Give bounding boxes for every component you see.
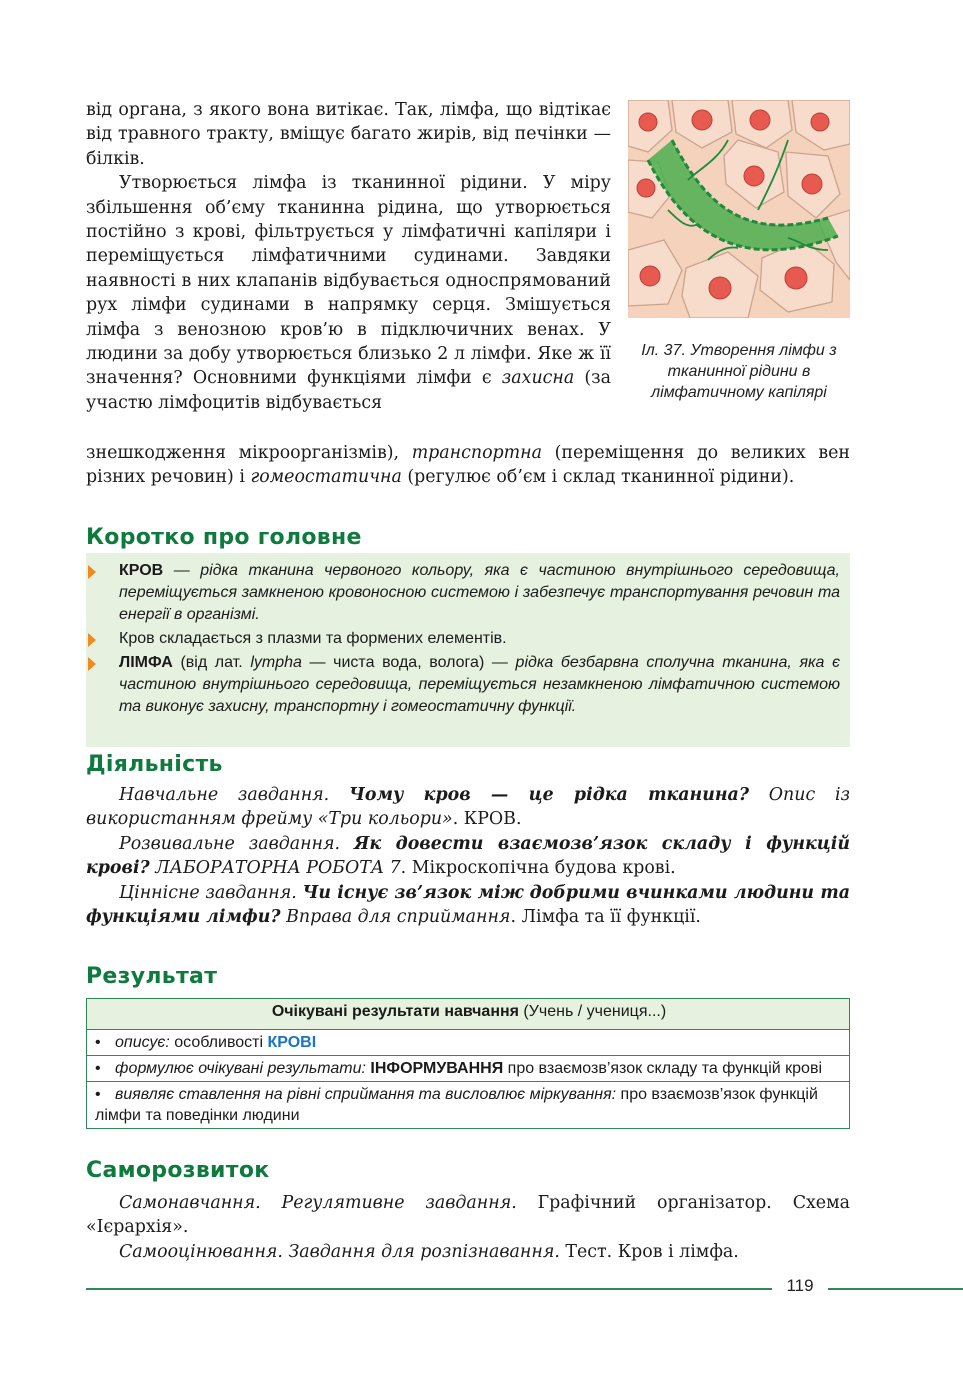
intro-text-e: (регулює об’єм і склад тканинної рідини). (401, 467, 795, 488)
developmental-task (86, 832, 850, 881)
lab-work-label: ЛАБОРАТОРНА РОБОТА 7 (155, 858, 401, 879)
intro-paragraph-1: від органа, з якого вона витікає. Так, лімфа, що відтікає від травного тракту, вміщує багато жирів, від печінки — білків. (86, 100, 611, 169)
learning-task-label: Навчальне завдання. (119, 785, 330, 805)
intro-paragraph-2 (86, 171, 611, 415)
page-number: 119 (786, 1276, 814, 1295)
intro-text (86, 98, 611, 415)
table-cell (87, 1056, 850, 1082)
learning-task-question: Чому кров — це рідка тканина? (348, 785, 750, 805)
summary-item-lymph (86, 652, 840, 718)
table-row (87, 1030, 850, 1056)
lymph-definition: рідка безбарвна сполучна тканина, яка є частиною внутрішнього середовища, переміщується незамкненою лімфатичною системою та виконує захисну, транспортну і гомеостатичну функції. (119, 654, 841, 715)
lymph-capillary-drawing (628, 100, 850, 318)
intro-text-b: (за участю лімфоцитів відбувається (86, 368, 611, 413)
term-blood: КРОВ (119, 562, 164, 579)
summary-box (86, 553, 850, 747)
intro-paragraph-continuation (86, 441, 850, 490)
lymph-etymology-b: — чиста вода, волога) — (301, 654, 516, 671)
outcome-text: про взаємозв’язок функцій лімфи та поведінки людини (95, 1086, 818, 1124)
learning-task-tool: Опис із використанням фрейму «Три кольори» (86, 785, 850, 830)
function-protective: захисна (501, 368, 575, 389)
developmental-task-label: Розвивальне завдання. (119, 833, 341, 854)
lymph-latin: lympha (250, 654, 302, 671)
summary-item-blood-composition (86, 628, 840, 650)
blood-composition-text: Кров складається з плазми та формених елементів. (119, 630, 507, 647)
table-header (87, 999, 850, 1030)
table-cell (87, 1030, 850, 1056)
self-study-paragraph (86, 1191, 850, 1240)
outcome-keyword: ІНФОРМУВАННЯ (365, 1060, 504, 1077)
self-development-heading: Саморозвиток (86, 1158, 270, 1183)
arrow-bullet-icon (88, 565, 96, 579)
developmental-task-question: Як довести взаємозв’язок складу і функцій крові? (86, 833, 850, 879)
function-homeostatic: гомеостатична (250, 467, 402, 488)
results-heading: Результат (86, 964, 218, 989)
summary-list (86, 553, 850, 718)
summary-heading: Коротко про головне (86, 525, 362, 550)
self-study-text: Графічний організатор. Схема «Ієрархія». (86, 1193, 850, 1238)
self-study-label: Самонавчання. Регулятивне завдання. (119, 1193, 517, 1213)
self-assessment-text: Тест. Кров і лімфа. (559, 1241, 739, 1262)
outcome-verb: формулює очікувані результати: (115, 1060, 366, 1077)
self-assessment-paragraph (86, 1240, 850, 1264)
outcome-keyword: КРОВІ (267, 1034, 317, 1051)
figure-caption: Іл. 37. Утворення лімфи з тканинної рідини в лімфатичному капілярі (641, 342, 837, 401)
term-lymph: ЛІМФА (119, 654, 173, 671)
learning-task-topic: . КРОВ. (452, 809, 522, 830)
table-row (87, 1056, 850, 1082)
bullet-icon: • (95, 1060, 101, 1077)
footer-rule-right (828, 1288, 963, 1290)
self-assessment-label: Самооцінювання. Завдання для розпізнавання. (119, 1241, 560, 1262)
learning-outcomes-table (86, 998, 850, 1129)
summary-item-blood (86, 560, 840, 626)
table-cell (87, 1082, 850, 1129)
value-task-tool: Вправа для сприймання (286, 907, 511, 928)
activity-heading: Діяльність (86, 752, 223, 777)
arrow-bullet-icon (88, 633, 96, 647)
function-transport: транспортна (411, 443, 542, 463)
outcome-text: про взаємозв’язок складу та функцій крові (503, 1060, 823, 1077)
value-task-topic: . Лімфа та її функції. (510, 907, 701, 928)
value-task-question: Чи існує зв’язок між добрими вчинками людини та функціями лімфи? (86, 882, 850, 928)
learning-task (86, 783, 850, 832)
footer-rule-left (86, 1288, 772, 1290)
bullet-icon: • (95, 1034, 101, 1051)
outcome-verb: описує: (115, 1034, 170, 1051)
table-header-rest: (Учень / учениця...) (518, 1003, 667, 1020)
intro-text-d: (переміщення до великих вен різних речовин) і (86, 443, 850, 488)
intro-text-a: Утворюється лімфа із тканинної рідини. У міру збільшення об’єму тканинна рідина, що утворюється постійно з крові, фільтрується у лімфатичні капіляри і переміщується лімфатичними судинами. Завдяки наявності в них клапанів відбувається односпрямований рух лімфи судинами в напрямку серця. Змішується лімфа з венозною кров’ю в підключичних венах. У людини за добу утворюється близько 2 л лімфи. Яке ж її значення? Основними функціями лімфи є (86, 173, 611, 389)
activity-section (86, 783, 850, 929)
bullet-icon: • (95, 1086, 101, 1103)
lab-work-topic: . Мікроскопічна будова крові. (400, 858, 676, 879)
blood-definition: — рідка тканина червоного кольору, яка є частиною внутрішнього середовища, переміщується замкненою кровоносною системою і забезпечує транспортування речовин та енергії в організмі. (119, 562, 840, 623)
outcome-text: особливості (169, 1034, 268, 1051)
outcome-verb: виявляє ставлення на рівні сприймання та висловлює міркування: (115, 1086, 617, 1103)
table-row (87, 1082, 850, 1129)
self-development-section (86, 1191, 850, 1264)
value-task (86, 881, 850, 930)
arrow-bullet-icon (88, 657, 96, 671)
table-header-bold: Очікувані результати навчання (271, 1003, 519, 1020)
lymph-capillary-illustration (628, 100, 850, 318)
table-header-row (87, 999, 850, 1030)
intro-text-c: знешкодження мікроорганізмів), (86, 443, 412, 463)
lymph-etymology-a: (від лат. (172, 654, 251, 671)
value-task-label: Ціннісне завдання. (119, 882, 297, 903)
